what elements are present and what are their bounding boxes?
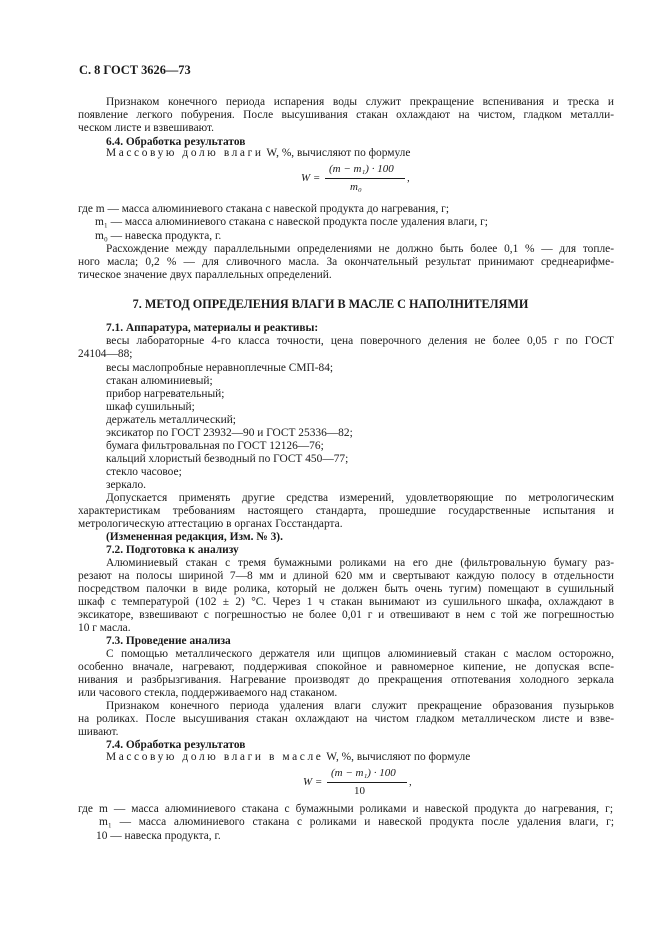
formula-intro — [106, 147, 410, 160]
paragraph-line: шивают. — [78, 726, 119, 738]
formula-intro-tail: W, %, вычисляют по формуле — [326, 751, 471, 763]
list-item: стекло часовое; — [106, 466, 182, 478]
subsection-heading: 7.2. Подготовка к анализу — [106, 544, 239, 556]
fraction-bar — [327, 782, 407, 783]
list-item: стакан алюминиевый; — [106, 375, 213, 387]
list-item: кальций хлористый безводный по ГОСТ 450—77; — [106, 453, 349, 465]
list-item: шкаф сушильный; — [106, 401, 195, 413]
paragraph-line: появление легкого побурения. После высушивания стакан охлаждают на чистом, гладком металли- — [78, 109, 614, 121]
definition-line: 10 — навеска продукта, г. — [96, 830, 221, 842]
paragraph-line: характеристикам требованиям настоящего стандарта, прошедшие государственные испытания и — [78, 505, 614, 517]
paragraph-line: ческом листе и взвешивают. — [78, 122, 214, 134]
subsection-heading: 7.1. Аппаратура, материалы и реактивы: — [106, 322, 319, 334]
formula-numerator: (m − m₁) · 100 — [331, 767, 396, 779]
formula-denominator: m₀ — [350, 181, 362, 193]
formula-intro — [106, 751, 470, 764]
definition-line: где m — масса алюминиевого стакана с бумажными роликами и навеской продукта до нагревания, г; — [78, 803, 613, 815]
paragraph-line: Алюминиевый стакан с тремя бумажными роликами на его дне (фильтровальную бумагу раз- — [106, 557, 614, 569]
subsection-heading: 7.3. Проведение анализа — [106, 635, 231, 647]
paragraph-line: эксикаторе, взвешивают с погрешностью не более 0,01 г и отвешивают в нем с той же погрешностью — [78, 609, 614, 621]
list-line: 24104—88; — [78, 348, 133, 360]
fraction-bar — [325, 178, 405, 179]
paragraph-line: С помощью металлического держателя или щипцов алюминиевый стакан с маслом осторожно, — [106, 648, 614, 660]
amendment-note: (Измененная редакция, Изм. № 3). — [106, 531, 283, 543]
paragraph-line: 10 г масла. — [78, 622, 131, 634]
list-item: прибор нагревательный; — [106, 388, 225, 400]
definition-line: m₀ — навеска продукта, г. — [95, 230, 222, 242]
paragraph-line: Допускается применять другие средства измерений, удовлетворяющие по метрологическим — [106, 492, 614, 504]
paragraph-line: Признаком конечного периода удаления влаги служит прекращение образования пузырьков — [106, 700, 614, 712]
formula-1 — [301, 163, 421, 195]
formula-lhs: W = — [303, 776, 323, 788]
formula-intro-tail: W, %, вычисляют по формуле — [266, 147, 411, 159]
formula-tail: , — [407, 172, 410, 184]
list-item: эксикатор по ГОСТ 23932—90 и ГОСТ 25336—82; — [106, 427, 353, 439]
definition-line: m₁ — масса алюминиевого стакана с навеской продукта после удаления влаги, г; — [95, 216, 488, 228]
definition-line: где m — масса алюминиевого стакана с навеской продукта до нагревания, г; — [78, 203, 449, 215]
section-title: 7. МЕТОД ОПРЕДЕЛЕНИЯ ВЛАГИ В МАСЛЕ С НАПОЛНИТЕЛЯМИ — [132, 297, 529, 311]
formula-numerator: (m − m₁) · 100 — [329, 163, 394, 175]
list-item: зеркало. — [106, 479, 146, 491]
paragraph-line: посредством палочки в виде ролика, который не должен быть очень тугим) помещают в сушильный — [78, 583, 614, 595]
paragraph-line: Расхождение между параллельными определениями не должно быть более 0,1 % — для топле- — [106, 243, 614, 255]
paragraph-line: шкаф с температурой (102 ± 2) °С. Через 1 ч стакан вынимают из сушильного шкафа, охлаждают в — [78, 596, 614, 608]
paragraph-line: особенно вначале, нагревают, поддерживая спокойное и равномерное кипение, не допуская вспе- — [78, 661, 614, 673]
spaced-text: Массовую долю влаги — [106, 147, 264, 159]
list-item: бумага фильтровальная по ГОСТ 12126—76; — [106, 440, 324, 452]
paragraph-line: ного масла; 0,2 % — для сливочного масла. За окончательный результат принимают среднеарифме- — [78, 256, 614, 268]
paragraph-line: или часового стекла, поддерживаемого над стаканом. — [78, 687, 338, 699]
definition-line: m₁ — масса алюминиевого стакана с роликами и навеской продукта после удаления влаги, г; — [99, 816, 614, 828]
paragraph-line: метрологическую аттестацию в органах Госстандарта. — [78, 518, 343, 530]
paragraph-line: на роликах. После высушивания стакан охлаждают на чистом гладком металлическом листе и взве- — [78, 713, 614, 725]
list-line: весы лабораторные 4-го класса точности, цена поверочного деления не более 0,05 г по ГОСТ — [106, 335, 614, 347]
page-header: С. 8 ГОСТ 3626—73 — [79, 63, 191, 77]
formula-2 — [303, 767, 423, 799]
formula-tail: , — [409, 776, 412, 788]
paragraph-line: тическое значение двух параллельных определений. — [78, 269, 332, 281]
list-item: весы маслопробные неравноплечные СМП-84; — [106, 362, 334, 374]
paragraph-line: резают на полосы шириной 7—8 мм и длиной 620 мм и свертывают каждую полосу в отдельности — [78, 570, 614, 582]
subsection-heading: 7.4. Обработка результатов — [106, 739, 246, 751]
formula-denominator: 10 — [354, 785, 365, 797]
paragraph-line: нивания и разбрызгивания. Нагревание производят до прекращения отпотевания холодного зеркала — [78, 674, 614, 686]
subsection-heading: 6.4. Обработка результатов — [106, 136, 246, 148]
spaced-text: Массовую долю влаги в масле — [106, 751, 324, 763]
list-item: держатель металлический; — [106, 414, 236, 426]
paragraph-line: Признаком конечного периода испарения воды служит прекращение вспенивания и треска и — [106, 96, 614, 108]
formula-lhs: W = — [301, 172, 321, 184]
